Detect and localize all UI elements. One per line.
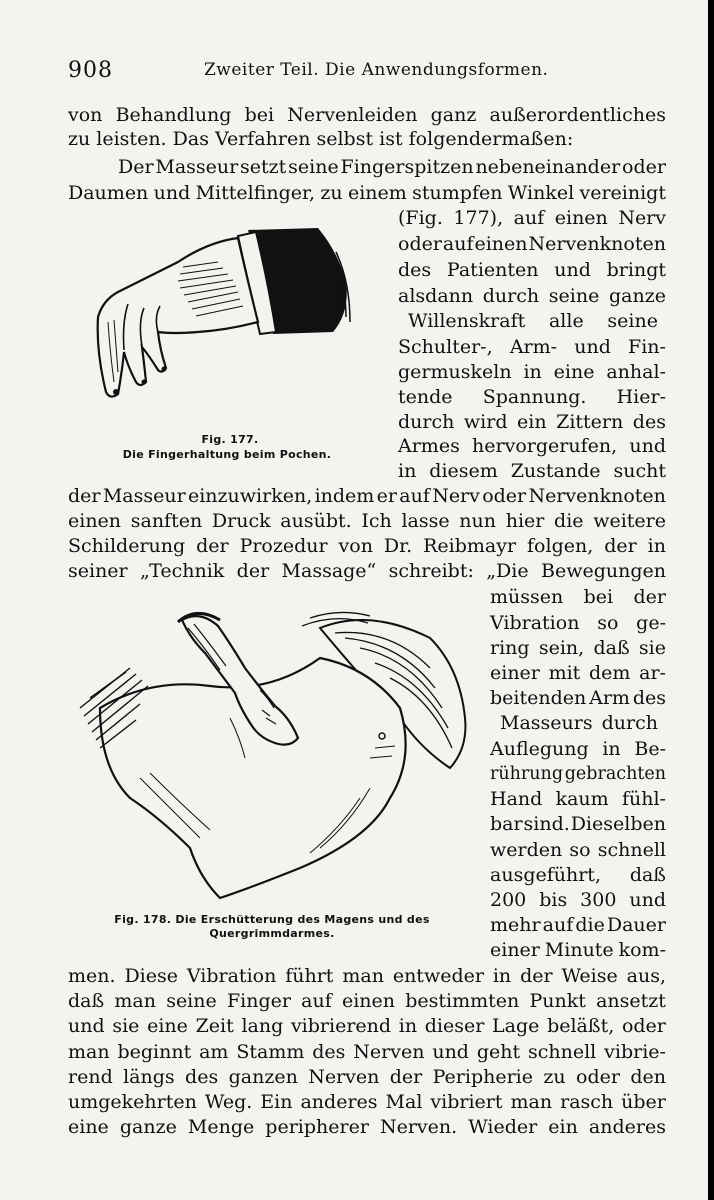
text-line: Schilderung der Prozedur von Dr. Reibmayr folgen, der in <box>68 535 666 557</box>
text-line: seiner „Technik der Massage“ schreibt: „Die Bewegungen <box>68 560 666 582</box>
text-line: einen sanften Druck ausübt. Ich lasse nun hier die weitere <box>68 510 666 532</box>
text-line: durch wird ein Zittern des <box>398 411 666 433</box>
text-line: Schulter-, Arm- und Fin- <box>398 336 666 358</box>
text-line: men. Diese Vibration führt man entweder in der Weise aus, <box>68 965 666 987</box>
text-line: der Masseur einzuwirken, indem er auf Nerv oder Nervenknoten <box>68 485 666 507</box>
text-line: des Patienten und bringt <box>398 259 666 281</box>
text-line: von Behandlung bei Nervenleiden ganz außerordentliches <box>68 104 666 126</box>
text-line: einer mit dem ar- <box>490 662 666 684</box>
text-line: beitenden Arm des <box>490 687 666 709</box>
figure-177-label: Fig. 177. <box>201 433 259 446</box>
text-line: müssen bei der <box>490 586 666 608</box>
text-line: eine ganze Menge peripherer Nerven. Wieder ein anderes <box>68 1116 666 1138</box>
text-line: ring sein, daß sie <box>490 637 666 659</box>
text-line: Vibration so ge- <box>490 612 666 634</box>
page-edge-shadow <box>708 0 714 1200</box>
figure-178-caption-continued: Quergrimmdarmes. <box>209 927 335 940</box>
text-line: Masseurs durch <box>500 712 658 734</box>
text-line: (Fig. 177), auf einen Nerv <box>398 207 666 229</box>
text-line: in diesem Zustande sucht <box>398 460 666 482</box>
text-line: umgekehrten Weg. Ein anderes Mal vibriert man rasch über <box>68 1091 666 1113</box>
text-line: rührung gebrachten <box>490 764 666 784</box>
text-line: ausgeführt, daß <box>490 864 666 886</box>
text-line: alsdann durch seine ganze <box>398 285 666 307</box>
text-line: mehr auf die Dauer <box>490 914 666 936</box>
figure-178-caption: Fig. 178. Die Erschütterung des Magens und des <box>114 913 430 926</box>
text-line: Daumen und Mittelfinger, zu einem stumpfen Winkel vereinigt <box>68 182 666 204</box>
text-line: werden so schnell <box>490 839 666 861</box>
text-line: zu leisten. Das Verfahren selbst ist folgendermaßen: <box>68 128 574 150</box>
text-line: tende Spannung. Hier- <box>398 386 666 408</box>
text-line: Willenskraft alle seine <box>408 310 658 332</box>
text-line: Hand kaum fühl- <box>490 788 666 810</box>
text-line: Der Masseur setzt seine Fingerspitzen nebeneinander oder <box>118 156 666 178</box>
text-line: man beginnt am Stamm des Nerven und geht schnell vibrie- <box>68 1041 666 1063</box>
text-line: daß man seine Finger auf einen bestimmten Punkt ansetzt <box>68 990 666 1012</box>
text-line: oder auf einen Nervenknoten <box>398 233 666 255</box>
text-line: rend längs des ganzen Nerven der Peripherie zu oder den <box>68 1066 666 1088</box>
page-number: 908 <box>68 58 113 83</box>
figure-177-caption: Die Fingerhaltung beim Pochen. <box>122 448 332 461</box>
text-line: Armes hervorgerufen, und <box>398 435 666 457</box>
figure-177-hand-illustration <box>88 222 358 412</box>
running-header: Zweiter Teil. Die Anwendungsformen. <box>204 60 549 80</box>
text-line: Auflegung in Be- <box>490 738 666 760</box>
text-line: 200 bis 300 und <box>490 889 666 911</box>
text-line: germuskeln in eine anhal- <box>398 361 666 383</box>
text-line: und sie eine Zeit lang vibrierend in dieser Lage beläßt, oder <box>68 1015 666 1037</box>
text-line: einer Minute kom- <box>490 939 666 961</box>
text-line: bar sind. Dieselben <box>490 813 666 835</box>
figure-178-abdomen-illustration <box>70 598 485 903</box>
